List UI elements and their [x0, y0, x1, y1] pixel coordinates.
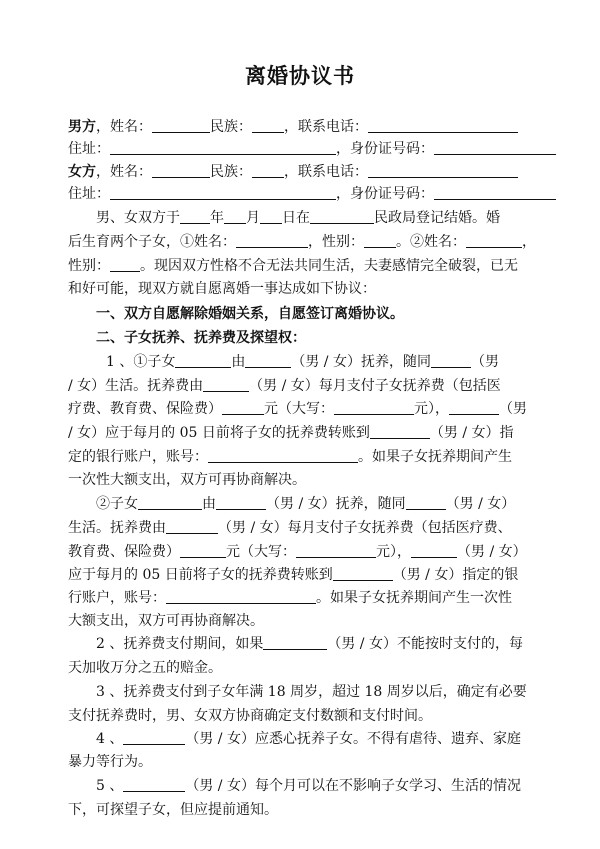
- clause-1-line-2: / 女）生活。抚养费由 （男 / 女）每月支付子女抚养费（包括医: [68, 378, 501, 394]
- year-blank[interactable]: [180, 209, 210, 224]
- clause-2-line-6: 大额支出，双方可再协商解决。: [68, 613, 264, 629]
- clause-1-line-4: / 女）应于每月的 05 日前将子女的抚养费转账到 （男 / 女）指: [68, 425, 514, 441]
- clause-1-line-6: 一次性大额支出，双方可再协商解决。: [68, 472, 306, 488]
- c1-child-blank[interactable]: [175, 353, 231, 368]
- late-payer-blank[interactable]: [263, 635, 327, 650]
- male-ethnicity-blank[interactable]: [252, 118, 284, 133]
- section-1-heading: 一、双方自愿解除婚姻关系，自愿签订离婚协议。: [96, 306, 404, 322]
- child2-gender-blank[interactable]: [110, 257, 140, 272]
- female-name-line: 女方，姓名： 民族： ，联系电话：: [68, 162, 538, 182]
- c2-with-blank[interactable]: [406, 495, 446, 510]
- child1-name-blank[interactable]: [236, 233, 308, 248]
- c2-custody-blank[interactable]: [216, 495, 266, 510]
- document-title: 离婚协议书: [245, 63, 355, 88]
- clause-2-line-5: 行账户，账号： 。如果子女抚养期间产生一次性: [68, 590, 512, 606]
- c1-transfer-to-blank[interactable]: [370, 424, 430, 439]
- reason-line-2: 和好可能，现双方就自愿离婚一事达成如下协议：: [68, 281, 376, 297]
- payment-period-line-1: 2 、抚养费支付期间，如果 （男 / 女）不能按时支付的，每: [96, 636, 523, 652]
- c2-account-blank[interactable]: [166, 589, 316, 604]
- male-id-blank[interactable]: [434, 140, 556, 155]
- age-limit-line-2: 支付抚养费时，男、女双方协商确定支付数额和支付时间。: [68, 708, 432, 724]
- visitor-blank[interactable]: [123, 777, 185, 792]
- male-address-blank[interactable]: [110, 140, 336, 155]
- c1-amount-blank[interactable]: [222, 400, 264, 415]
- clause-2-line-2: 生活。抚养费由 （男 / 女）每月支付子女抚养费（包括医疗费、: [68, 520, 512, 536]
- male-address-line: 住址： ，身份证号码：: [68, 139, 538, 159]
- male-name-line: 男方，姓名： 民族： ，联系电话：: [68, 117, 538, 137]
- clause-1-line-5: 定的银行账户，账号： 。如果子女抚养期间产生: [68, 449, 512, 465]
- female-ethnicity-blank[interactable]: [252, 163, 284, 178]
- reason-line: 性别： 。现因双方性格不合无法共同生活，夫妻感情完全破裂，已无: [68, 258, 518, 274]
- female-name-blank[interactable]: [152, 163, 210, 178]
- caregiver-blank[interactable]: [123, 730, 185, 745]
- c1-custody-blank[interactable]: [245, 353, 291, 368]
- male-name-blank[interactable]: [152, 118, 210, 133]
- marriage-line: 男、女双方于 年 月 日在 民政局登记结婚。婚: [96, 210, 500, 226]
- clause-2-line-1: ②子女 由 （男 / 女）抚养，随同 （男 / 女）: [96, 496, 516, 512]
- female-id-blank[interactable]: [434, 185, 556, 200]
- visitation-line-2: 下，可探望子女，但应提前通知。: [68, 802, 278, 818]
- c1-payer-blank[interactable]: [203, 377, 249, 392]
- bureau-blank[interactable]: [310, 209, 374, 224]
- c2-child-blank[interactable]: [138, 495, 202, 510]
- c2-amount-blank[interactable]: [180, 543, 226, 558]
- clause-2-line-3: 教育费、保险费） 元（大写： 元）， （男 / 女）: [68, 544, 527, 560]
- children-line: 后生育两个子女，①姓名： ，性别： 。②姓名： ，: [68, 234, 536, 250]
- female-address-line: 住址： ，身份证号码：: [68, 184, 538, 204]
- visitation-line-1: 5 、 （男 / 女）每个月可以在不影响子女学习、生活的情况: [96, 778, 521, 794]
- child2-name-blank[interactable]: [466, 233, 522, 248]
- month-blank[interactable]: [224, 209, 246, 224]
- c1-with-blank[interactable]: [431, 353, 471, 368]
- care-line-2: 暴力等行为。: [68, 754, 152, 770]
- female-phone-blank[interactable]: [368, 163, 518, 178]
- c2-payer-blank[interactable]: [166, 519, 218, 534]
- clause-1-line-3: 疗费、教育费、保险费） 元（大写： 元）， （男: [68, 401, 527, 417]
- c2-amount-words-blank[interactable]: [296, 543, 376, 558]
- child1-gender-blank[interactable]: [364, 233, 396, 248]
- male-phone-blank[interactable]: [368, 118, 518, 133]
- c2-transfer-payer-blank[interactable]: [411, 543, 457, 558]
- payment-period-line-2: 天加收万分之五的赔金。: [68, 660, 222, 676]
- c2-transfer-to-blank[interactable]: [333, 566, 393, 581]
- care-line-1: 4 、 （男 / 女）应悉心抚养子女。不得有虐待、遗弃、家庭: [96, 731, 521, 747]
- day-blank[interactable]: [260, 209, 282, 224]
- section-2-heading: 二、子女抚养、抚养费及探望权：: [96, 330, 306, 346]
- age-limit-line-1: 3 、抚养费支付到子女年满 18 周岁，超过 18 周岁以后，确定有必要: [96, 684, 527, 700]
- clause-2-line-4: 应于每月的 05 日前将子女的抚养费转账到 （男 / 女）指定的银: [68, 567, 519, 583]
- clause-1-line-1: 1 、①子女 由 （男 / 女）抚养，随同 （男: [106, 354, 499, 370]
- c1-account-blank[interactable]: [208, 448, 358, 463]
- female-address-blank[interactable]: [110, 185, 336, 200]
- c1-transfer-payer-blank[interactable]: [449, 400, 499, 415]
- c1-amount-words-blank[interactable]: [334, 400, 414, 415]
